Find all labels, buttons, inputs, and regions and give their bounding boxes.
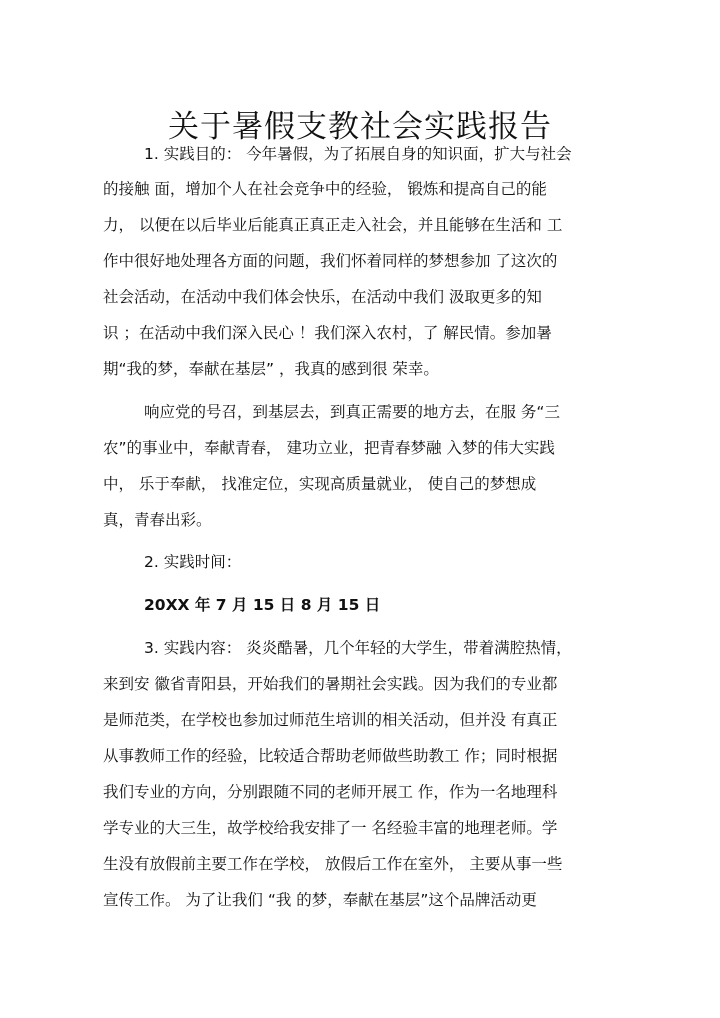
paragraph-line: 1. 实践目的： 今年暑假，为了拓展自身的知识面，扩大与社会 (144, 145, 572, 163)
paragraph-line: 力， 以便在以后毕业后能真正真正走入社会，并且能够在生活和 工 (103, 216, 563, 234)
paragraph-line: 学专业的大三生，故学校给我安排了一 名经验丰富的地理老师。学 (103, 819, 558, 837)
document-title: 关于暑假支教社会实践报告 (168, 108, 552, 145)
paragraph-line: 响应党的号召，到基层去，到真正需要的地方去，在服 务“三 (144, 403, 560, 421)
paragraph-line: 3. 实践内容： 炎炎酷暑，几个年轻的大学生，带着满腔热情， (144, 639, 572, 657)
paragraph-line: 期“我的梦，奉献在基层” ，我真的感到很 荣幸。 (103, 360, 439, 378)
paragraph-line: 中， 乐于奉献， 找准定位，实现高质量就业， 使自己的梦想成 (103, 475, 537, 493)
paragraph-line: 的接触 面，增加个人在社会竞争中的经验， 锻炼和提高自己的能 (103, 180, 547, 198)
paragraph-line: 宣传工作。 为了让我们 “我 的梦，奉献在基层”这个品牌活动更 (103, 891, 537, 909)
paragraph-line: 来到安 徽省青阳县，开始我们的暑期社会实践。因为我们的专业都 (103, 675, 558, 693)
section-heading: 2. 实践时间： (144, 553, 242, 571)
paragraph-line: 从事教师工作的经验，比较适合帮助老师做些助教工 作；同时根据 (103, 747, 558, 765)
paragraph-line: 社会活动，在活动中我们体会快乐，在活动中我们 汲取更多的知 (103, 288, 542, 306)
paragraph-line: 是师范类，在学校也参加过师范生培训的相关活动，但并没 有真正 (103, 711, 558, 729)
paragraph-line: 农”的事业中，奉献青春， 建功立业，把青春梦融 入梦的伟大实践 (103, 439, 555, 457)
paragraph-line: 真，青春出彩。 (103, 511, 212, 529)
paragraph-line: 识 ；在活动中我们深入民心 ！我们深入农村，了 解民情。参加暑 (103, 324, 552, 342)
paragraph-line: 生没有放假前主要工作在学校， 放假后工作在室外， 主要从事一些 (103, 855, 563, 873)
practice-dates: 20XX 年 7 月 15 日 8 月 15 日 (144, 596, 381, 614)
paragraph-line: 我们专业的方向，分别跟随不同的老师开展工 作，作为一名地理科 (103, 783, 558, 801)
paragraph-line: 作中很好地处理各方面的问题，我们怀着同样的梦想参加 了这次的 (103, 252, 558, 270)
